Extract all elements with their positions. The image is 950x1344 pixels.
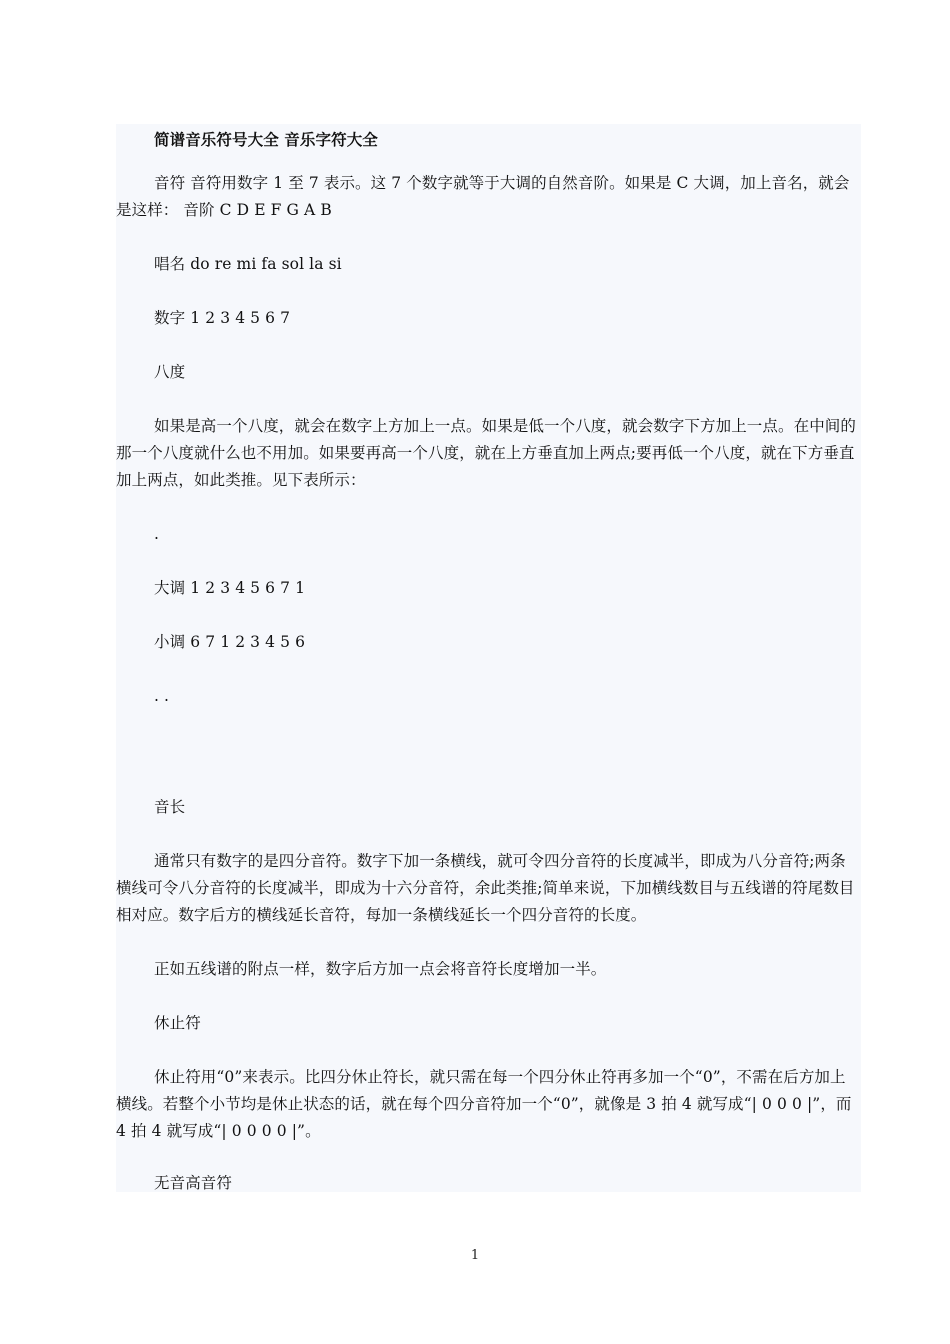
paragraph-minor-scale: 小调 6 7 1 2 3 4 5 6 (154, 633, 306, 651)
heading-note-length: 音长 (154, 798, 186, 816)
heading-rest: 休止符 (154, 1014, 201, 1032)
paragraph-dot-upper: . (154, 525, 160, 543)
document-title: 简谱音乐符号大全 音乐字符大全 (154, 130, 378, 149)
paragraph-dots-lower: . . (154, 687, 170, 705)
document-body (116, 124, 861, 1192)
paragraph-major-scale: 大调 1 2 3 4 5 6 7 1 (154, 579, 306, 597)
paragraph-solfege: 唱名 do re mi fa sol la si (154, 255, 342, 273)
paragraph-digits: 数字 1 2 3 4 5 6 7 (154, 309, 291, 327)
paragraph-notes-intro: 音符 音符用数字 1 至 7 表示。这 7 个数字就等于大调的自然音阶。如果是 C 大调，加上音名，就会是这样： 音阶 C D E F G A B (116, 174, 850, 219)
paragraph-dotted-note: 正如五线谱的附点一样，数字后方加一点会将音符长度增加一半。 (154, 960, 607, 978)
heading-unpitched-note: 无音高音符 (154, 1174, 233, 1192)
heading-octave: 八度 (154, 363, 186, 381)
paragraph-octave-explanation: 如果是高一个八度，就会在数字上方加上一点。如果是低一个八度，就会数字下方加上一点。在中间的那一个八度就什么也不用加。如果要再高一个八度，就在上方垂直加上两点;要再低一个八度，就在下方垂直加上两点，如此类推。见下表所示： (116, 417, 857, 489)
page-number: 1 (470, 1248, 480, 1263)
paragraph-note-length-explanation: 通常只有数字的是四分音符。数字下加一条横线，就可令四分音符的长度减半，即成为八分音符;两条横线可令八分音符的长度减半，即成为十六分音符，余此类推;简单来说，下加横线数目与五线谱的符尾数目相对应。数字后方的横线延长音符，每加一条横线延长一个四分音符的长度。 (116, 852, 855, 924)
paragraph-rest-explanation: 休止符用“0”来表示。比四分休止符长，就只需在每一个四分休止符再多加一个“0”，不需在后方加上横线。若整个小节均是休止状态的话，就在每个四分音符加一个“0”，就像是 3 拍 4 就写成“| 0 0 0 |”，而 4 拍 4 就写成“| 0 0 0 0 |”。 (116, 1068, 852, 1140)
